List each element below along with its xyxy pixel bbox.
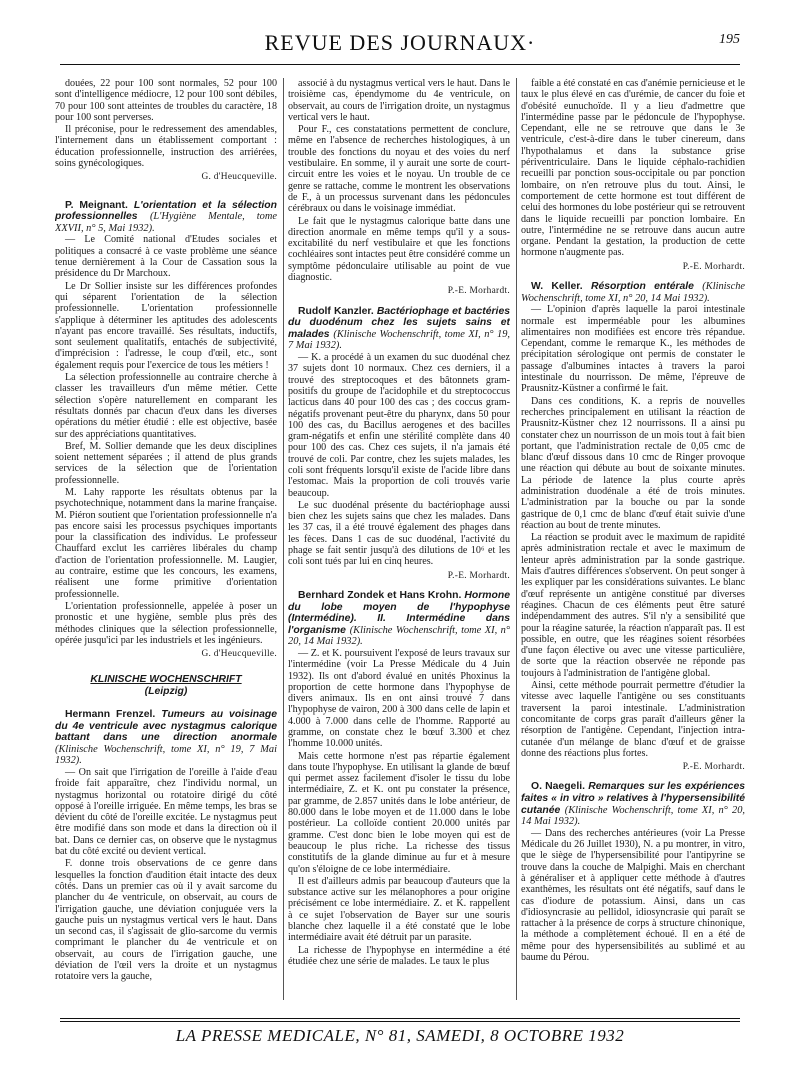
page-footer (60, 1018, 740, 1048)
footer-rule (60, 1018, 740, 1019)
paragraph: Le fait que le nystagmus calorique batte dans une direction anormale en même temps qu'il y a sous-excitabilité du nerf vestibulaire et que les fonctions cochléaires sont intactes peut être considéré comme un symptôme pédonculaire utilisable au point de vue diagnostic. (288, 215, 510, 284)
paragraph: — L'opinion d'après laquelle la paroi intestinale normale est imperméable pour les albumines alimentaires non modifiées est encore très répandue. Cependant, comme le remarque K., les méthodes de précipitation sérologique ont permis de constater le passage d'albumines intactes à travers la paroi intestinale du nourrisson. De même, l'épreuve de Prausnitz-Küstner a confirmé le fait. (521, 304, 745, 395)
article-title-keller (521, 281, 745, 304)
article-source: (Klinische Wochenschrift, tome XI, n° 19, 7 Mai 1932). (288, 328, 510, 352)
paragraph: Mais cette hormone n'est pas répartie également dans toute l'hypophyse. En utilisant la glande de bœuf qui permet assez facilement d'isoler le tissu du lobe intermédiaire, Z. et K. ont pu constater la présence, par gramme, de 2.857 unités dans le lobe antérieur, de 80.000 dans le lobe moyen et de 11.000 dans le lobe postérieur. La colloïde contient 20.000 unités par gramme. C'est donc bien le lobe moyen qui est de beaucoup le plus riche. La richesse des tissus constitutifs de la glande diminue au fur et à mesure qu'on s'éloigne de ce lobe intermédiaire. (288, 750, 510, 875)
paragraph: — K. a procédé à un examen du suc duodénal chez 37 sujets dont 10 normaux. Chez ces derniers, il a trouvé des streptocoques et des bâtonnets gram-positifs du groupe de l'acidophile et du streptococcus lacticus dans 40 pour 100 des cas ; des coccus gram-négatifs provenant peut-être du pharynx, dans 50 pour 100 des cas, du Bacillus aerogenes et des bacilles gram-négatifs et enfin une stérilité complète dans 40 pour 100 des cas. Chez ces sujets, il n'a jamais été trouvé de coli. Par contre, chez les sujets malades, les coli sont fréquents lorsqu'il existe de l'acide libre dans l'estomac. Mais la proportion de coli trouvés varie beaucoup. (288, 352, 510, 499)
column-2 (288, 78, 510, 1000)
article-author: Bernhard Zondek et Hans Krohn. (298, 589, 462, 601)
paragraph: La richesse de l'hypophyse en intermédine a été étudiée chez une série de malades. Le taux le plus (288, 944, 510, 967)
paragraph: Le Dr Sollier insiste sur les différences profondes qui séparent l'orientation de la sélection professionnelle. L'orientation professionnelle s'applique à déterminer les aptitudes des adolescents n'ayant pas encore travaillé. Ses résultats, inductifs, sont seulement qualitatifs, entachés de subjectivité, d'imprécision : l'adresse, le coup d'œil, etc., sont également requis pour l'exercice de tous les métiers ! (55, 280, 277, 371)
column-1 (55, 78, 277, 1000)
paragraph: — On sait que l'irrigation de l'oreille à l'aide d'eau froide fait apparaître, chez l'individu normal, un nystagmus horizontal ou rotatoire dirigé du côté opposé à l'oreille irriguée. En même temps, les bras se dévient du côté de l'oreille excitée. Le nystagmus peut être modifié dans son mode et dans la direction où il bat. Dans ce dernier cas, on observe que le nystagmus bat du côté excité ou devient vertical. (55, 767, 277, 858)
journal-section-title: REVUE DES JOURNAUX· (264, 30, 536, 55)
paragraph: F. donne trois observations de ce genre dans lesquelles la fonction d'audition était intacte des deux côtés. Dans un premier cas où il y avait sarcome du plancher du 4e ventricule, on observait, au cours de l'irrigation gauche, une déviation conjuguée vers la gauche puis un nystagmus vertical vers le haut. Dans un second cas, il s'agissait de glio-sarcome du vermis comprimant le plancher du 4e ventricule et on observait, au cours de l'irrigation gauche, une déviation de l'œil vers la droite et un nystagmus rotatoire vers la gauche, (55, 858, 277, 983)
paragraph: — Le Comité national d'Etudes sociales et politiques a consacré à ce vaste problème une séance tenue dernièrement à la Cour de Cassation sous la présidence du Dr Marchoux. (55, 234, 277, 280)
article-author: P. Meignant. (65, 199, 128, 211)
column-divider (283, 78, 284, 1000)
signature: P.-E. Morhardt. (682, 762, 745, 773)
page-number: 195 (719, 32, 740, 47)
paragraph: Il est d'ailleurs admis par beaucoup d'auteurs que la substance active sur les mélanophores a pour origine précisément ce lobe intermédiaire. Z. et K. rappellent à ce sujet l'observation de Bayer sur une souris blanche chez laquelle il a été constaté que le lobe intermédiaire avait été détruit par un parasite. (288, 875, 510, 944)
article-source: (L'Hygiène Mentale, tome XXVII, n° 5, Mai 1932). (55, 211, 277, 234)
footer-publication-line: LA PRESSE MEDICALE, N° 81, SAMEDI, 8 OCTOBRE 1932 (175, 1026, 625, 1045)
article-title-zondek (288, 590, 510, 648)
paragraph: associé à du nystagmus vertical vers le haut. Dans le troisième cas, épendymome du 4e ventricule, on observait, au cours de l'irrigation droite, un nystagmus vertical vers le haut. (288, 78, 510, 123)
paragraph: douées, 22 pour 100 sont normales, 52 pour 100 sont d'intelligence médiocre, 12 pour 100 sont débiles, 70 pour 100 sont atteintes de troubles du caractère, 18 pour 100 sont perverses. (55, 78, 277, 123)
article-title-text: Bactériophage et bactéries du duodénum chez les sujets sains et malades (288, 305, 510, 340)
article-source: (Klinische Wochenschrift, tome XI, n° 20, 14 Mai 1932). (521, 281, 745, 304)
article-source: (Klinische Wochenschrift, tome XI, n° 19, 7 Mai 1932). (55, 743, 277, 767)
signature: G. d'Heucqueville. (201, 649, 277, 660)
article-title-meignant (55, 200, 277, 235)
article-author: Hermann Frenzel. (65, 709, 156, 721)
article-author: Rudolf Kanzler. (298, 305, 374, 317)
paragraph: Il préconise, pour le redressement des amendables, l'internement dans un établissement comportant : éducation professionnelle, instruction des arriérées, soins gynécologiques. (55, 124, 277, 170)
page-header (60, 30, 740, 64)
article-source: (Klinische Wochenschrift, tome XI, n° 20, 14 Mai 1932). (288, 624, 510, 648)
article-title-naegeli (521, 781, 745, 827)
paragraph: — Z. et K. poursuivent l'exposé de leurs travaux sur l'intermédine (voir La Presse Médicale du 4 Juin 1932). Ils ont d'abord évalué en unités Phoxinus la proportion de cette hormone dans l'hypophyse de divers animaux. Ils en ont ainsi trouvé 7 dans l'hypophyse de vairon, 200 à 300 dans celle de lapin et 4.000 à 7.000 dans celle de l'homme. Rapporté au gramme, on constate chez le bœuf 3.300 et chez l'homme 10.000 unités. (288, 647, 510, 750)
column-divider (516, 78, 517, 1000)
paragraph: La réaction se produit avec le maximum de rapidité après administration rectale et avec le maximum de lenteur après administration par la sonde gastrique. Mais d'autres différences s'observent. On peut songer à les expliquer par les considérations suivantes. Le blanc d'œuf représente un antigène constitué par diverses réagines. Chacun de ces éléments peut être saturé indépendamment des autres. S'il n'y a sensibilité que pour la réagine saturée, la réaction n'apparaît pas. Il est possible, en outre, que les réagines soient résorbées d'une façon élective ou avec une vitesse particulière, de sorte que la réaction observée ne réponde pas toujours à l'administration de l'antigène global. (521, 532, 745, 679)
paragraph: faible a été constaté en cas d'anémie pernicieuse et le taux le plus élevé en cas d'urémie, de cancer du foie et d'obésité eunuchoïde. Il y a lieu d'admettre que l'intermédine passe par le pédoncule de l'hypophyse. Cependant, elle ne se retrouve que dans le 3e ventricule, c'est-à-dire dans le tuber cinereum, dans l'hypothalamus et dans la substance grise périventriculaire. Dans le liquide céphalo-rachidien recueilli par ponction sous-occipitale ou par ponction lombaire, on n'en retrouve plus du tout. Ainsi, le comportement de cette hormone est tout différent de celui des hormones du lobe postérieur qui se retrouvent dans le liquide recueilli par ponction lombaire. En outre, l'intermédine ne se retrouve dans aucun autre organe. Pendant la gestation, la production de cette hormone n'augmente pas. (521, 78, 745, 259)
article-title-frenzel (55, 709, 277, 767)
paragraph: L'orientation professionnelle, appelée à poser un pronostic et une hygiène, semble plus près des méthodes cliniques que la sélection professionnelle, opérée jusqu'ici par les industriels et les ingénieurs. (55, 600, 277, 646)
header-rule (60, 64, 740, 65)
signature: P.-E. Morhardt. (682, 261, 745, 272)
paragraph: Bref, M. Sollier demande que les deux disciplines soient nettement séparées ; il attend de plus grands services de la sélection que de l'orientation professionnelle. (55, 440, 277, 486)
article-source: (Klinische Wochenschrift, tome XI, n° 20, 14 Mai 1932). (521, 804, 745, 828)
paragraph: La sélection professionnelle au contraire cherche à classer les travailleurs d'un même métier. Cette sélection s'opère naturellement en comparant les résultats donnés par chacun d'eux dans les diverses opérations du métier étudié : elle est objective, basée sur des appréciations quantitatives. (55, 372, 277, 440)
journal-section-city: (Leipzig) (144, 685, 188, 697)
article-title-text: Hormone du lobe moyen de l'hypophyse (Intermédine). II. Intermédine dans l'organisme (288, 589, 510, 636)
article-author: O. Naegeli. (531, 781, 585, 793)
article-title-text: Résorption entérale (590, 281, 694, 293)
paragraph: Ainsi, cette méthode pourrait permettre d'étudier la vitesse avec laquelle l'antigène ou ses constituants traversent la paroi intestinale. L'administration concomitante de corps gras paraît d'ailleurs gêner la résorption de l'antigène. Cependant, l'injection intra-cutanée d'un mélange de blanc d'œuf et de graisse donne des réactions plus fortes. (521, 680, 745, 759)
article-title-text: Tumeurs au voisinage du 4e ventricule avec nystagmus calorique battant dans une direction anormale (55, 709, 277, 744)
paragraph: Le suc duodénal présente du bactériophage aussi bien chez les sujets sains que chez les malades. Dans les 37 cas, il a été trouvé également des phages dans les fèces. Dans 1 cas de suc duodénal, l'activité du phage se fait sentir jusqu'à des dilutions de 10⁶ et les coli sont tués par lui en cinq heures. (288, 499, 510, 568)
signature: P.-E. Morhardt. (447, 570, 510, 581)
paragraph: Dans ces conditions, K. a repris de nouvelles recherches principalement en utilisant la réaction de Prausnitz-Küstner chez 12 nourrissons. Il a ainsi pu constater chez un nourrisson de un mois tout à fait bien portant, que l'administration rectale de 0,05 cmc de blanc d'œuf dissous dans 10 cmc de Ringer provoque une réaction qui débute au bout de soixante minutes. La période de latence la plus courte après administration duodénale a été de trois minutes. L'administration par la bouche ou par la sonde gastrique de 0,1 cmc de blanc d'œuf était suivie d'une réaction au bout de trente minutes. (521, 395, 745, 531)
signature: P.-E. Morhardt. (447, 286, 510, 297)
article-columns (55, 78, 745, 1000)
article-title-text: Remarques sur les expériences faites « in vitro » relatives à l'hypersensibilité cutanée (521, 781, 745, 816)
paragraph: — Dans des recherches antérieures (voir La Presse Médicale du 26 Juillet 1930), N. a pu montrer, in vitro, que le siège de l'hypersensibilité pour l'antipyrine se trouve dans la couche de Malpighi. Mais en cherchant à généraliser et à appliquer cette méthode à d'autres exanthèmes, les résultats ont été négatifs, sauf dans le cas d'iodure de potassium. Ainsi, dans un cas d'idiosyncrasie au pellidol, idiosyncrasie qui paraît se rattacher à la présence de corps à structure chinonique, la méthode a complètement échoué. Il en a été de même pour des hypersensibilités au sublimé et au baume du Pérou. (521, 827, 745, 964)
paragraph: M. Lahy rapporte les résultats obtenus par la psychotechnique, notamment dans la marine française. M. Piéron soutient que l'orientation professionnelle n'a pas encore saisi les processus psychiques importants pour la classification des individus. Le professeur Chauffard exclut les carrières libérales du champ d'action de l'orientation professionnelle. M. Laugier, au contraire, estime que les concours, les examens, réalisent une forme primitive d'orientation professionnelle. (55, 486, 277, 600)
article-title-text: L'orientation et la sélection professionnelles (55, 199, 277, 223)
paragraph: Pour F., ces constatations permettent de conclure, même en l'absence de recherches histologiques, à un trouble des fonctions du noyau et des voies du nerf vestibulaire. En somme, il y aurait une sorte de court-circuit entre les voies et le noyau. Un trouble de ce genre se rattache, comme le montrent les observations de F., à un processus survenant dans les pédoncules cérébraux ou dans le voisinage immédiat. (288, 124, 510, 215)
footer-rule (60, 1021, 740, 1022)
signature: G. d'Heucqueville. (201, 172, 277, 183)
column-3 (521, 78, 745, 1000)
journal-section-heading: KLINISCHE WOCHENSCHRIFT (90, 674, 242, 686)
article-title-kanzler (288, 306, 510, 352)
article-author: W. Keller. (531, 281, 583, 293)
